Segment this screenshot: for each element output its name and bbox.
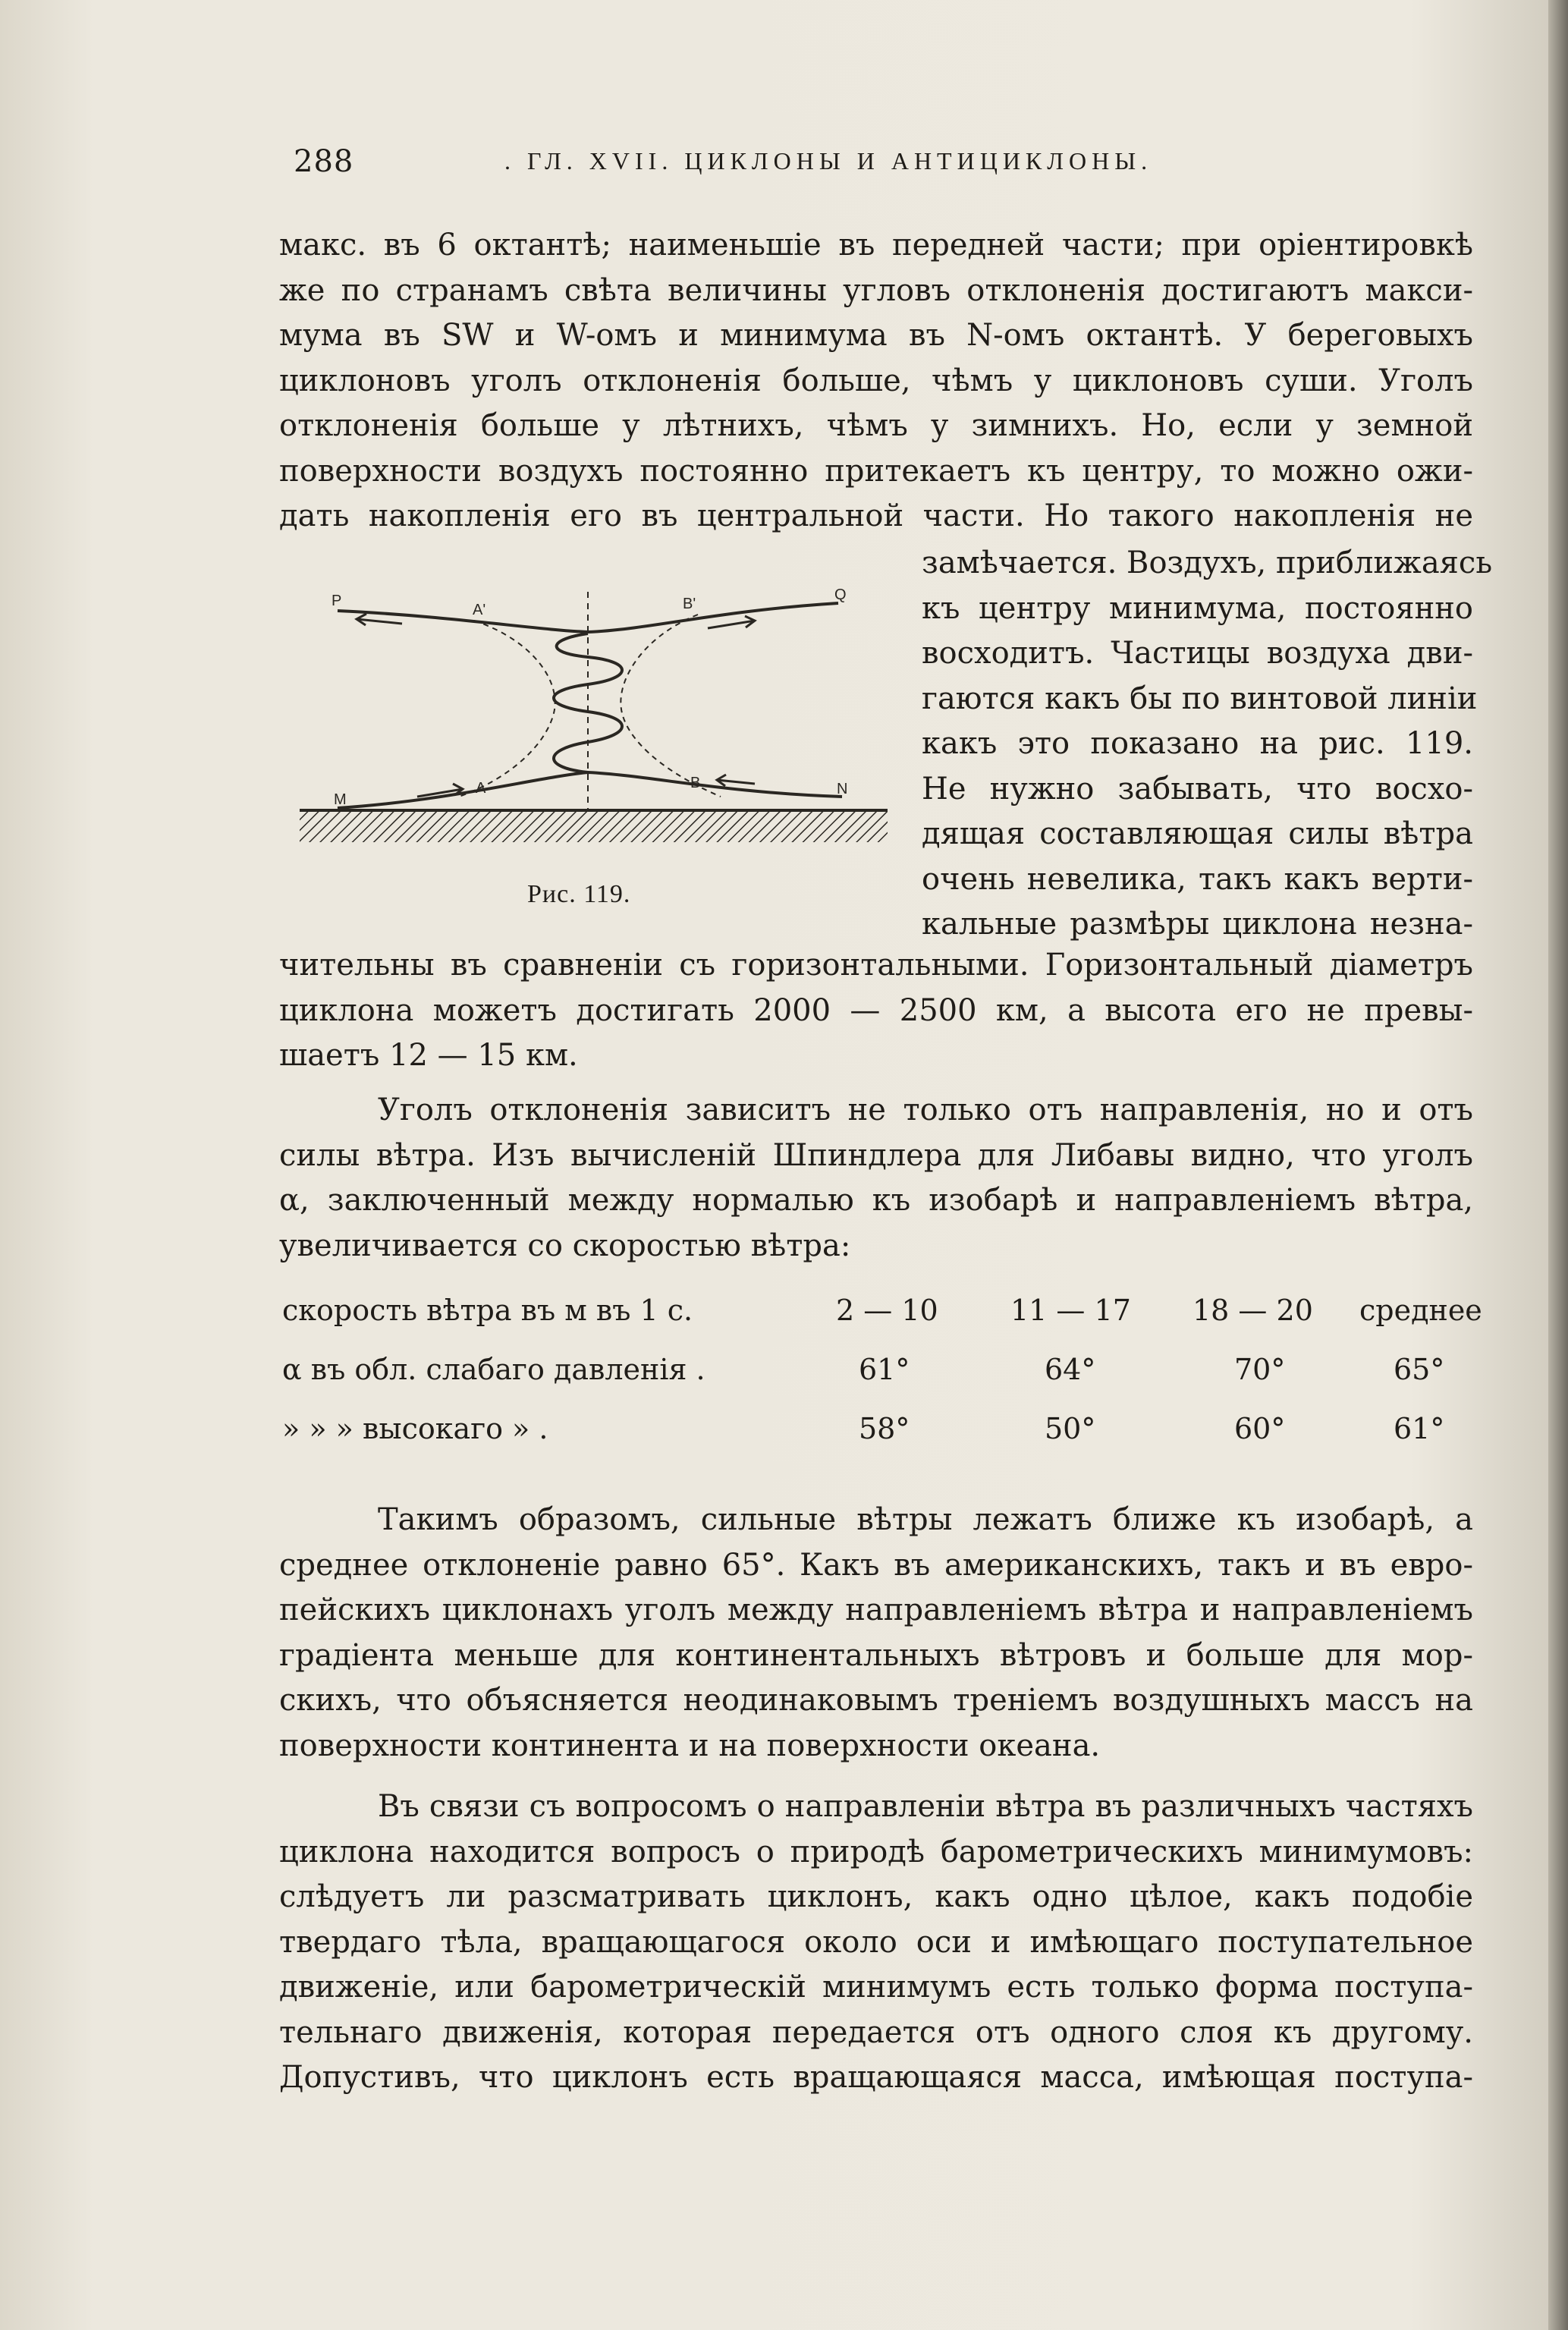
text-line: Въ связи съ вопросомъ о направленіи вѣтра въ различныхъ частяхъ xyxy=(378,1789,1473,1824)
text-line: среднее отклоненіе равно 65°. Какъ въ американскихъ, такъ и въ евро- xyxy=(279,1547,1473,1583)
table-cell: 60° xyxy=(1234,1412,1286,1445)
text-line: циклоновъ уголъ отклоненія больше, чѣмъ у циклоновъ суши. Уголъ xyxy=(279,363,1473,398)
text-line: градіента меньше для континентальныхъ вѣтровъ и больше для мор- xyxy=(279,1637,1473,1673)
paragraph-4 xyxy=(279,1784,1473,2101)
text-line: увеличивается со скоростью вѣтра: xyxy=(279,1228,851,1263)
page-header xyxy=(284,144,1498,197)
ground-hatching xyxy=(300,810,888,842)
lower-inflow-curve xyxy=(338,772,842,808)
table-row-label: » » » высокаго » . xyxy=(282,1412,548,1445)
table-row xyxy=(282,1353,1481,1398)
table-row xyxy=(282,1412,1481,1457)
figure-caption: Рис. 119. xyxy=(527,880,631,908)
table-cell: 11 — 17 xyxy=(1010,1294,1131,1327)
text-line: дящая составляющая силы вѣтра xyxy=(922,816,1473,851)
text-line: макс. въ 6 октантѣ; наименьшіе въ передней части; при оріентировкѣ xyxy=(279,228,1473,263)
table-cell: 2 — 10 xyxy=(836,1294,938,1327)
label-m: M xyxy=(334,791,347,808)
table-row-label: скорость вѣтра въ м въ 1 с. xyxy=(282,1294,693,1327)
label-q: Q xyxy=(834,586,847,603)
text-line: скихъ, что объясняется неодинаковымъ треніемъ воздушныхъ массъ на xyxy=(279,1683,1473,1718)
text-line: шаетъ 12 — 15 км. xyxy=(279,1038,578,1073)
label-n: N xyxy=(837,781,848,797)
label-b: B xyxy=(690,775,701,791)
table-cell: среднее xyxy=(1359,1294,1482,1327)
figure-119-diagram xyxy=(292,569,891,933)
text-line: гаются какъ бы по винтовой линіи xyxy=(922,681,1478,716)
text-line: поверхности континента и на поверхности океана. xyxy=(279,1728,1101,1763)
paragraph-2 xyxy=(279,1088,1473,1269)
book-spine-shadow xyxy=(1548,0,1568,2330)
text-line: движеніе, или барометрическій минимумъ есть только форма поступа- xyxy=(279,1970,1473,2005)
paragraph-1 xyxy=(279,223,1473,539)
table-row xyxy=(282,1294,1481,1339)
table-cell: 61° xyxy=(1394,1412,1445,1445)
text-line: отклоненія больше у лѣтнихъ, чѣмъ у зимнихъ. Но, если у земной xyxy=(279,408,1473,443)
label-p: P xyxy=(332,593,342,609)
funnel-left-dashed xyxy=(459,621,555,797)
text-line: къ центру минимума, постоянно xyxy=(922,590,1473,626)
text-line: замѣчается. Воздухъ, приближаясь xyxy=(922,546,1493,580)
text-line: восходитъ. Частицы воздуха дви- xyxy=(922,636,1473,671)
table-row-label: α въ обл. слабаго давленія . xyxy=(282,1353,705,1386)
paragraph-1-end xyxy=(279,943,1473,1079)
text-line: слѣдуетъ ли разсматривать циклонъ, какъ одно цѣлое, какъ подобіе xyxy=(279,1879,1473,1914)
text-line: кальные размѣры циклона незна- xyxy=(922,907,1473,942)
table-cell: 61° xyxy=(859,1353,910,1386)
text-line: очень невелика, такъ какъ верти- xyxy=(922,861,1473,897)
page-number: 288 xyxy=(294,144,354,179)
table-cell: 65° xyxy=(1394,1353,1445,1386)
text-line: мума въ SW и W-омъ и минимума въ N-омъ октантѣ. У береговыхъ xyxy=(279,318,1473,353)
text-line: силы вѣтра. Изъ вычисленій Шпиндлера для Либавы видно, что уголъ xyxy=(279,1137,1473,1173)
text-line: циклона находится вопросъ о природѣ барометрическихъ минимумовъ: xyxy=(279,1834,1473,1869)
table-cell: 70° xyxy=(1234,1353,1286,1386)
label-a-prime: A' xyxy=(473,602,486,618)
paragraph-3 xyxy=(279,1498,1473,1769)
table-cell: 18 — 20 xyxy=(1192,1294,1313,1327)
label-a: A xyxy=(476,780,486,797)
text-line: же по странамъ свѣта величины угловъ отклоненія достигаютъ макси- xyxy=(279,272,1473,308)
paragraph-1-right-column xyxy=(922,541,1493,948)
label-b-prime: B' xyxy=(683,596,696,612)
text-line: циклона можетъ достигать 2000 — 2500 км, а высота его не превы- xyxy=(279,992,1473,1028)
text-line: чительны въ сравненіи съ горизонтальными. Горизонтальный діаметръ xyxy=(279,948,1473,983)
text-line: Не нужно забывать, что восхо- xyxy=(922,771,1473,807)
text-line: Допустивъ, что циклонъ есть вращающаяся масса, имѣющая поступа- xyxy=(279,2060,1473,2095)
text-line: Уголъ отклоненія зависитъ не только отъ направленія, но и отъ xyxy=(378,1093,1473,1127)
text-line: тельнаго движенія, которая передается отъ одного слоя къ другому. xyxy=(279,2014,1473,2050)
text-line: дать накопленія его въ центральной части. Но такого накопленія не xyxy=(279,498,1473,533)
text-line: Такимъ образомъ, сильные вѣтры лежатъ ближе къ изобарѣ, а xyxy=(378,1502,1473,1537)
text-line: твердаго тѣла, вращающагося около оси и имѣющаго поступательное xyxy=(279,1924,1473,1960)
text-line: пейскихъ циклонахъ уголъ между направленіемъ вѣтра и направленіемъ xyxy=(279,1593,1473,1627)
text-line: α, заключенный между нормалью къ изобарѣ и направленіемъ вѣтра, xyxy=(279,1183,1473,1218)
table-cell: 50° xyxy=(1045,1412,1096,1445)
table-cell: 64° xyxy=(1045,1353,1096,1386)
table-cell: 58° xyxy=(859,1412,910,1445)
text-line: поверхности воздухъ постоянно притекаетъ къ центру, то можно ожи- xyxy=(279,453,1473,489)
text-line: какъ это показано на рис. 119. xyxy=(922,726,1473,761)
funnel-right-dashed xyxy=(621,615,721,797)
running-title: . ГЛ. XVII. ЦИКЛОНЫ И АНТИЦИКЛОНЫ. xyxy=(504,147,1153,175)
